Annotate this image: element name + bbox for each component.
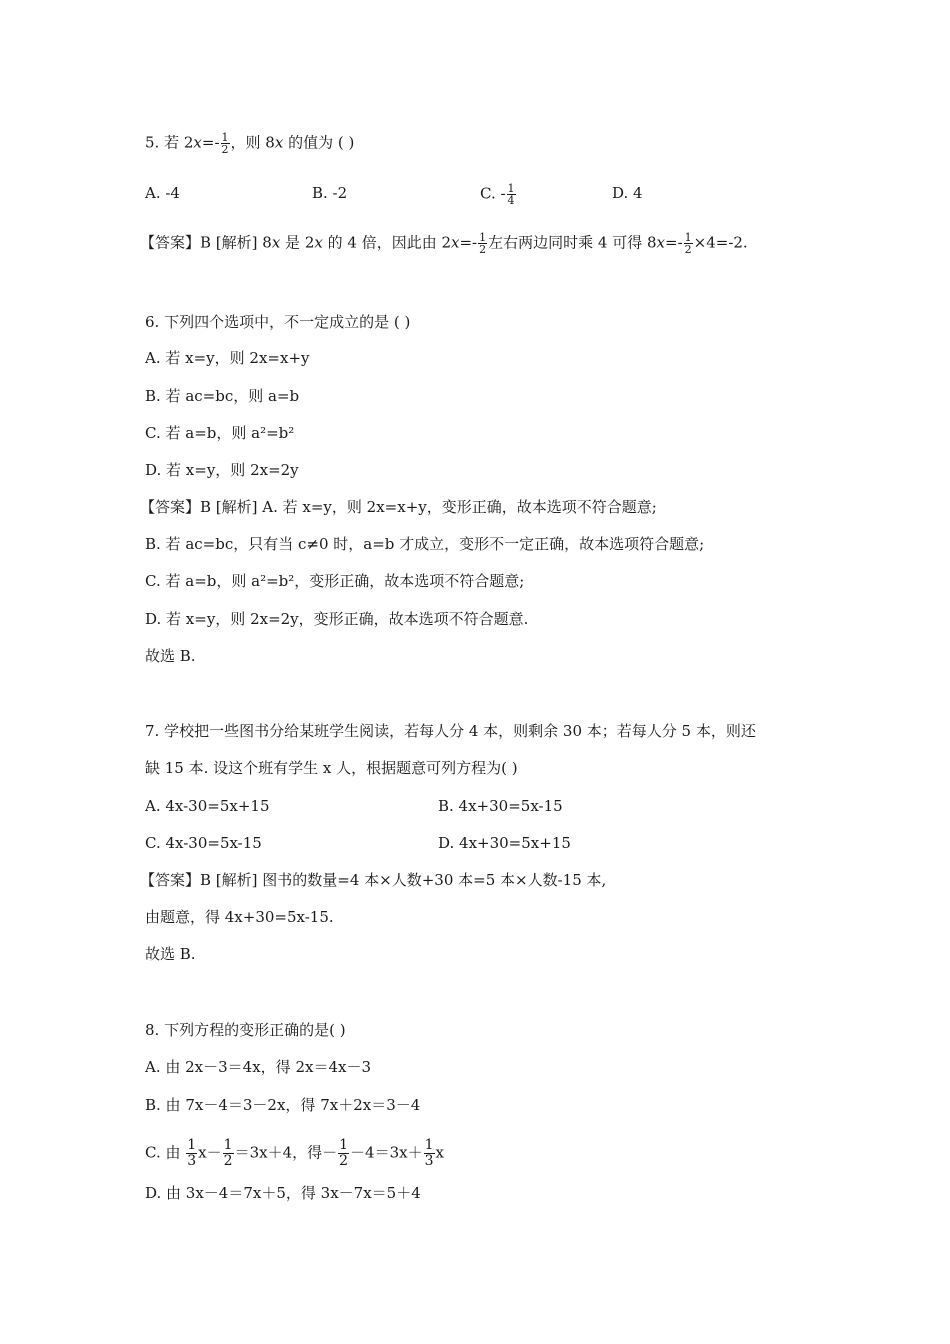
q7-stem-line: 7. 学校把一些图书分给某班学生阅读，若每人分 4 本，则剩余 30 本；若每人分 5 本，则还 bbox=[145, 722, 756, 740]
q6-option-a: A. 若 x=y，则 2x=x+y bbox=[145, 349, 310, 367]
q7-answer-line: 【答案】B [解析] 图书的数量=4 本×人数+30 本=5 本×人数-15 本, bbox=[140, 871, 607, 889]
q6-stem: 6. 下列四个选项中，不一定成立的是 ( ) bbox=[145, 313, 411, 331]
q7-option-b: B. 4x+30=5x-15 bbox=[438, 797, 563, 815]
q6-option-c: C. 若 a=b，则 a²=b² bbox=[145, 424, 295, 442]
q8-option-a: A. 由 2x－3＝4x，得 2x＝4x－3 bbox=[145, 1058, 372, 1076]
q7-option-a: A. 4x-30=5x+15 bbox=[145, 797, 270, 815]
q5-option-d: D. 4 bbox=[612, 184, 643, 202]
q8-option-c-fraction: $\frac{1}{2}$ bbox=[223, 1137, 233, 1169]
q6-answer-line: C. 若 a=b，则 a²=b²，变形正确，故本选项不符合题意; bbox=[145, 572, 525, 590]
q5-answer: 【答案】B [解析] 8x 是 2x 的 4 倍，因此由 2x=- $\frac{1}{2}$ 左右两边同时乘 4 可得 8x=- $\frac{1}{2}$ ×4=-2. bbox=[140, 231, 748, 256]
q8-option-d: D. 由 3x－4＝7x＋5，得 3x－7x＝5＋4 bbox=[145, 1184, 421, 1202]
q8-stem: 8. 下列方程的变形正确的是( ) bbox=[145, 1021, 346, 1039]
q5-stem-fraction: $\frac{1}{2}$ bbox=[221, 131, 229, 156]
q6-answer-line: 【答案】B [解析] A. 若 x=y，则 2x=x+y，变形正确，故本选项不符合题意; bbox=[140, 498, 657, 516]
q6-option-d: D. 若 x=y，则 2x=2y bbox=[145, 461, 299, 479]
q7-stem-line: 缺 15 本. 设这个班有学生 x 人，根据题意可列方程为( ) bbox=[145, 759, 518, 777]
q6-answer-line: B. 若 ac=bc，只有当 c≠0 时，a=b 才成立，变形不一定正确，故本选项符合题意; bbox=[145, 535, 705, 553]
q5-option-c-fraction: $\frac{1}{4}$ bbox=[507, 182, 515, 207]
q5-option-a: A. -4 bbox=[145, 184, 180, 202]
q6-option-b: B. 若 ac=bc，则 a=b bbox=[145, 387, 300, 405]
q8-option-c-fraction: $\frac{1}{3}$ bbox=[424, 1137, 434, 1169]
q7-option-d: D. 4x+30=5x+15 bbox=[438, 834, 571, 852]
q8-option-c-fraction: $\frac{1}{3}$ bbox=[187, 1137, 197, 1169]
q6-answer-line: D. 若 x=y，则 2x=2y，变形正确，故本选项不符合题意. bbox=[145, 610, 529, 628]
q5-option-b: B. -2 bbox=[312, 184, 348, 202]
q5-stem: 5. 若 2x=- $\frac{1}{2}$ ，则 8x 的值为 ( ) bbox=[145, 131, 355, 156]
q8-option-b: B. 由 7x－4＝3－2x，得 7x＋2x＝3－4 bbox=[145, 1096, 421, 1114]
q8-option-c-fraction: $\frac{1}{2}$ bbox=[339, 1137, 349, 1169]
q7-option-c: C. 4x-30=5x-15 bbox=[145, 834, 262, 852]
q5-answer-fraction-2: $\frac{1}{2}$ bbox=[684, 231, 692, 256]
q5-answer-fraction-1: $\frac{1}{2}$ bbox=[479, 231, 487, 256]
q8-option-c: C. 由 $\frac{1}{3}$ x－ $\frac{1}{2}$ ＝3x＋4，得－ $\frac{1}{2}$ －4＝3x＋ $\frac{1}{3}$ x bbox=[145, 1137, 444, 1169]
q5-option-c: C. - $\frac{1}{4}$ bbox=[480, 182, 515, 207]
q7-answer-line: 由题意，得 4x+30=5x-15. bbox=[145, 908, 334, 926]
q7-answer-conclusion: 故选 B. bbox=[145, 945, 196, 963]
q6-answer-conclusion: 故选 B. bbox=[145, 647, 196, 665]
